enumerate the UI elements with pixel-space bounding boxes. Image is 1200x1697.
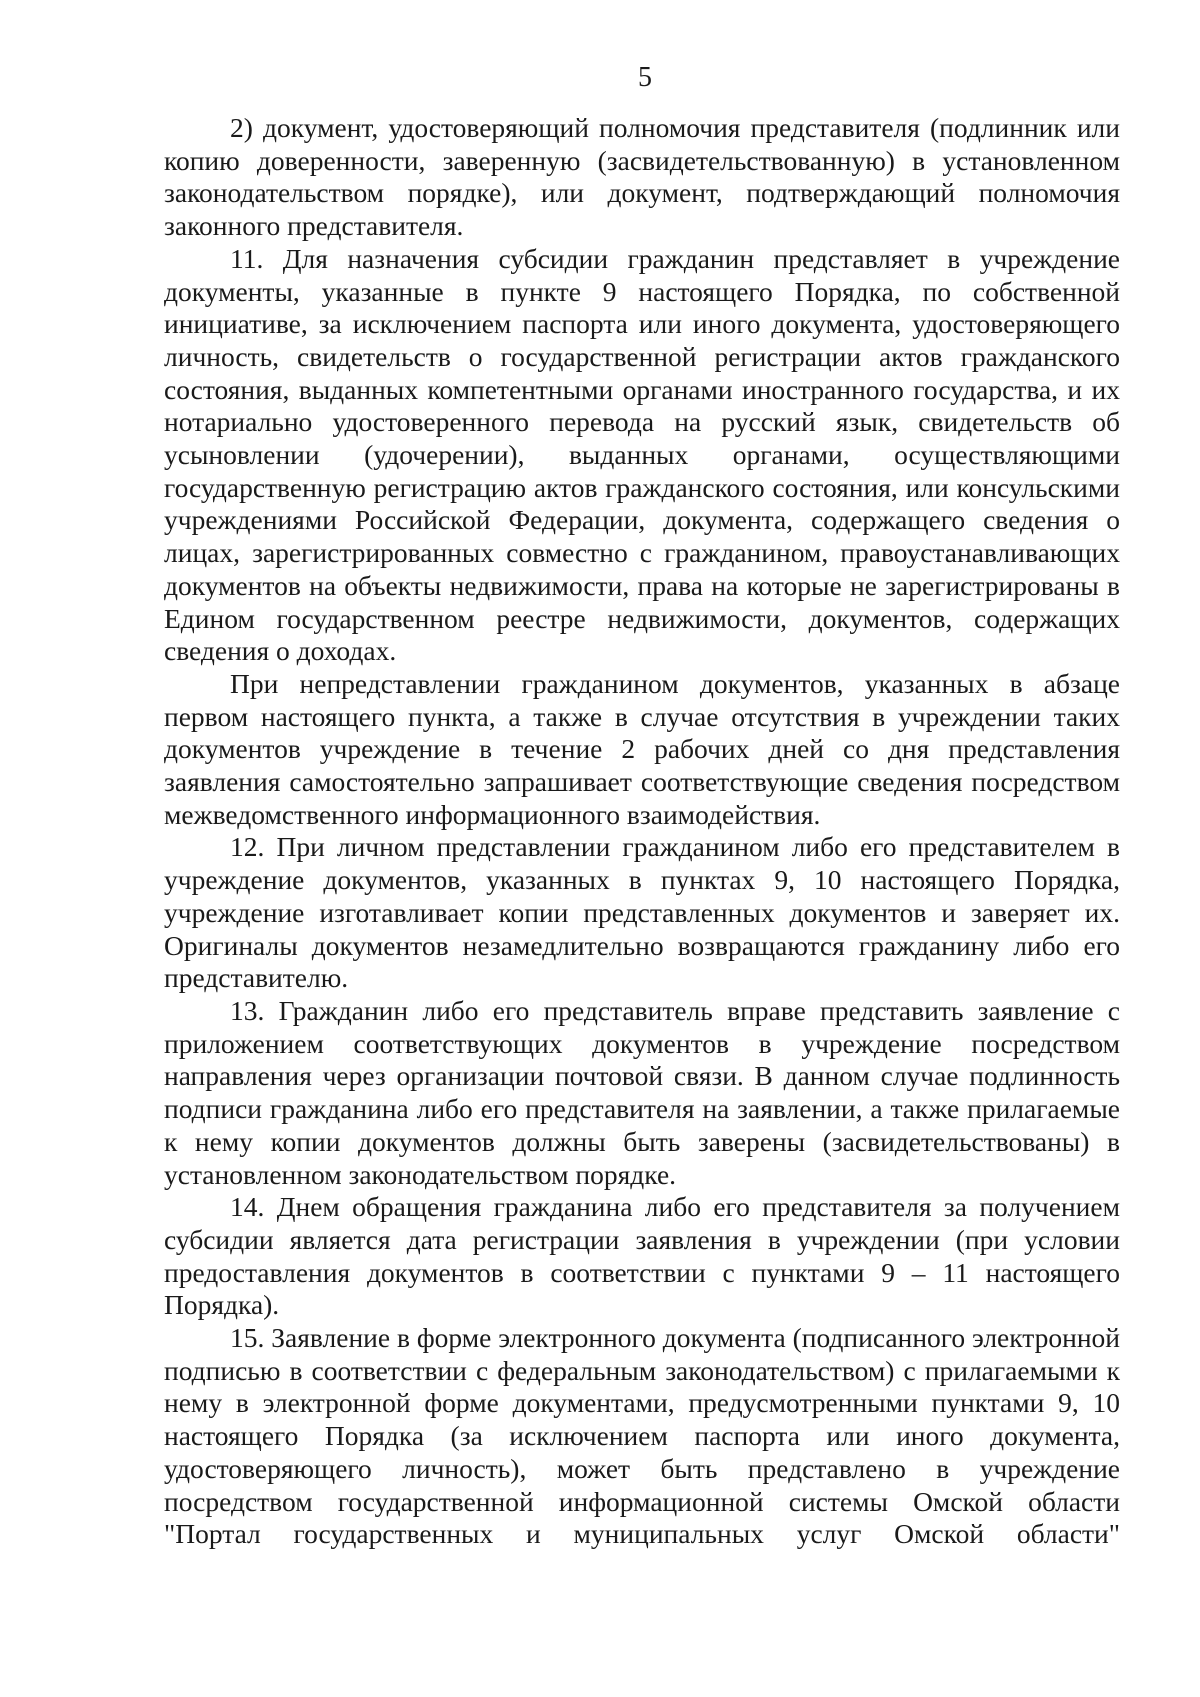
paragraph-item-13: 13. Гражданин либо его представитель вправе представить заявление с приложением соответствующих документов в учреждение посредством направления через организации почтовой связи. В данном случае подлинность подписи гражданина либо его представителя на заявлении, а также прилагаемые к нему копии документов должны быть заверены (засвидетельствованы) в установленном законодательством порядке.: [164, 994, 1120, 1190]
paragraph-item-11: 11. Для назначения субсидии гражданин представляет в учреждение документы, указанные в пункте 9 настоящего Порядка, по собственной инициативе, за исключением паспорта или иного документа, удостоверяющего личность, свидетельств о государственной регистрации актов гражданского состояния, выданных компетентными органами иностранного государства, и их нотариально удостоверенного перевода на русский язык, свидетельств об усыновлении (удочерении), выданных органами, осуществляющими государственную регистрацию актов гражданского состояния, или консульскими учреждениями Российской Федерации, документа, содержащего сведения о лицах, зарегистрированных совместно с гражданином, правоустанавливающих документов на объекты недвижимости, права на которые не зарегистрированы в Едином государственном реестре недвижимости, документов, содержащих сведения о доходах.: [164, 242, 1120, 667]
paragraph-representative-document: 2) документ, удостоверяющий полномочия представителя (подлинник или копию доверенности, заверенную (засвидетельствованную) в установленном законодательством порядке), или документ, подтверждающий полномочия законного представителя.: [164, 112, 1120, 242]
page-number: 5: [638, 62, 652, 93]
paragraph-item-12: 12. При личном представлении гражданином либо его представителем в учреждение документов, указанных в пунктах 9, 10 настоящего Порядка, учреждение изготавливает копии представленных документов и заверяет их. Оригиналы документов незамедлительно возвращаются гражданину либо его представителю.: [164, 831, 1120, 994]
paragraph-item-11-nonsubmission: При непредставлении гражданином документов, указанных в абзаце первом настоящего пункта, а также в случае отсутствия в учреждении таких документов учреждение в течение 2 рабочих дней со дня представления заявления самостоятельно запрашивает соответствующие сведения посредством межведомственного информационного взаимодействия.: [164, 667, 1120, 830]
paragraph-item-15: 15. Заявление в форме электронного документа (подписанного электронной подписью в соответствии с федеральным законодательством) с прилагаемыми к нему в электронной форме документами, предусмотренными пунктами 9, 10 настоящего Порядка (за исключением паспорта или иного документа, удостоверяющего личность), может быть представлено в учреждение посредством государственной информационной системы Омской области "Портал государственных и муниципальных услуг Омской области": [164, 1322, 1120, 1550]
document-body: [164, 112, 1120, 1551]
paragraph-item-14: 14. Днем обращения гражданина либо его представителя за получением субсидии является дата регистрации заявления в учреждении (при условии предоставления документов в соответствии с пунктами 9 – 11 настоящего Порядка).: [164, 1191, 1120, 1321]
